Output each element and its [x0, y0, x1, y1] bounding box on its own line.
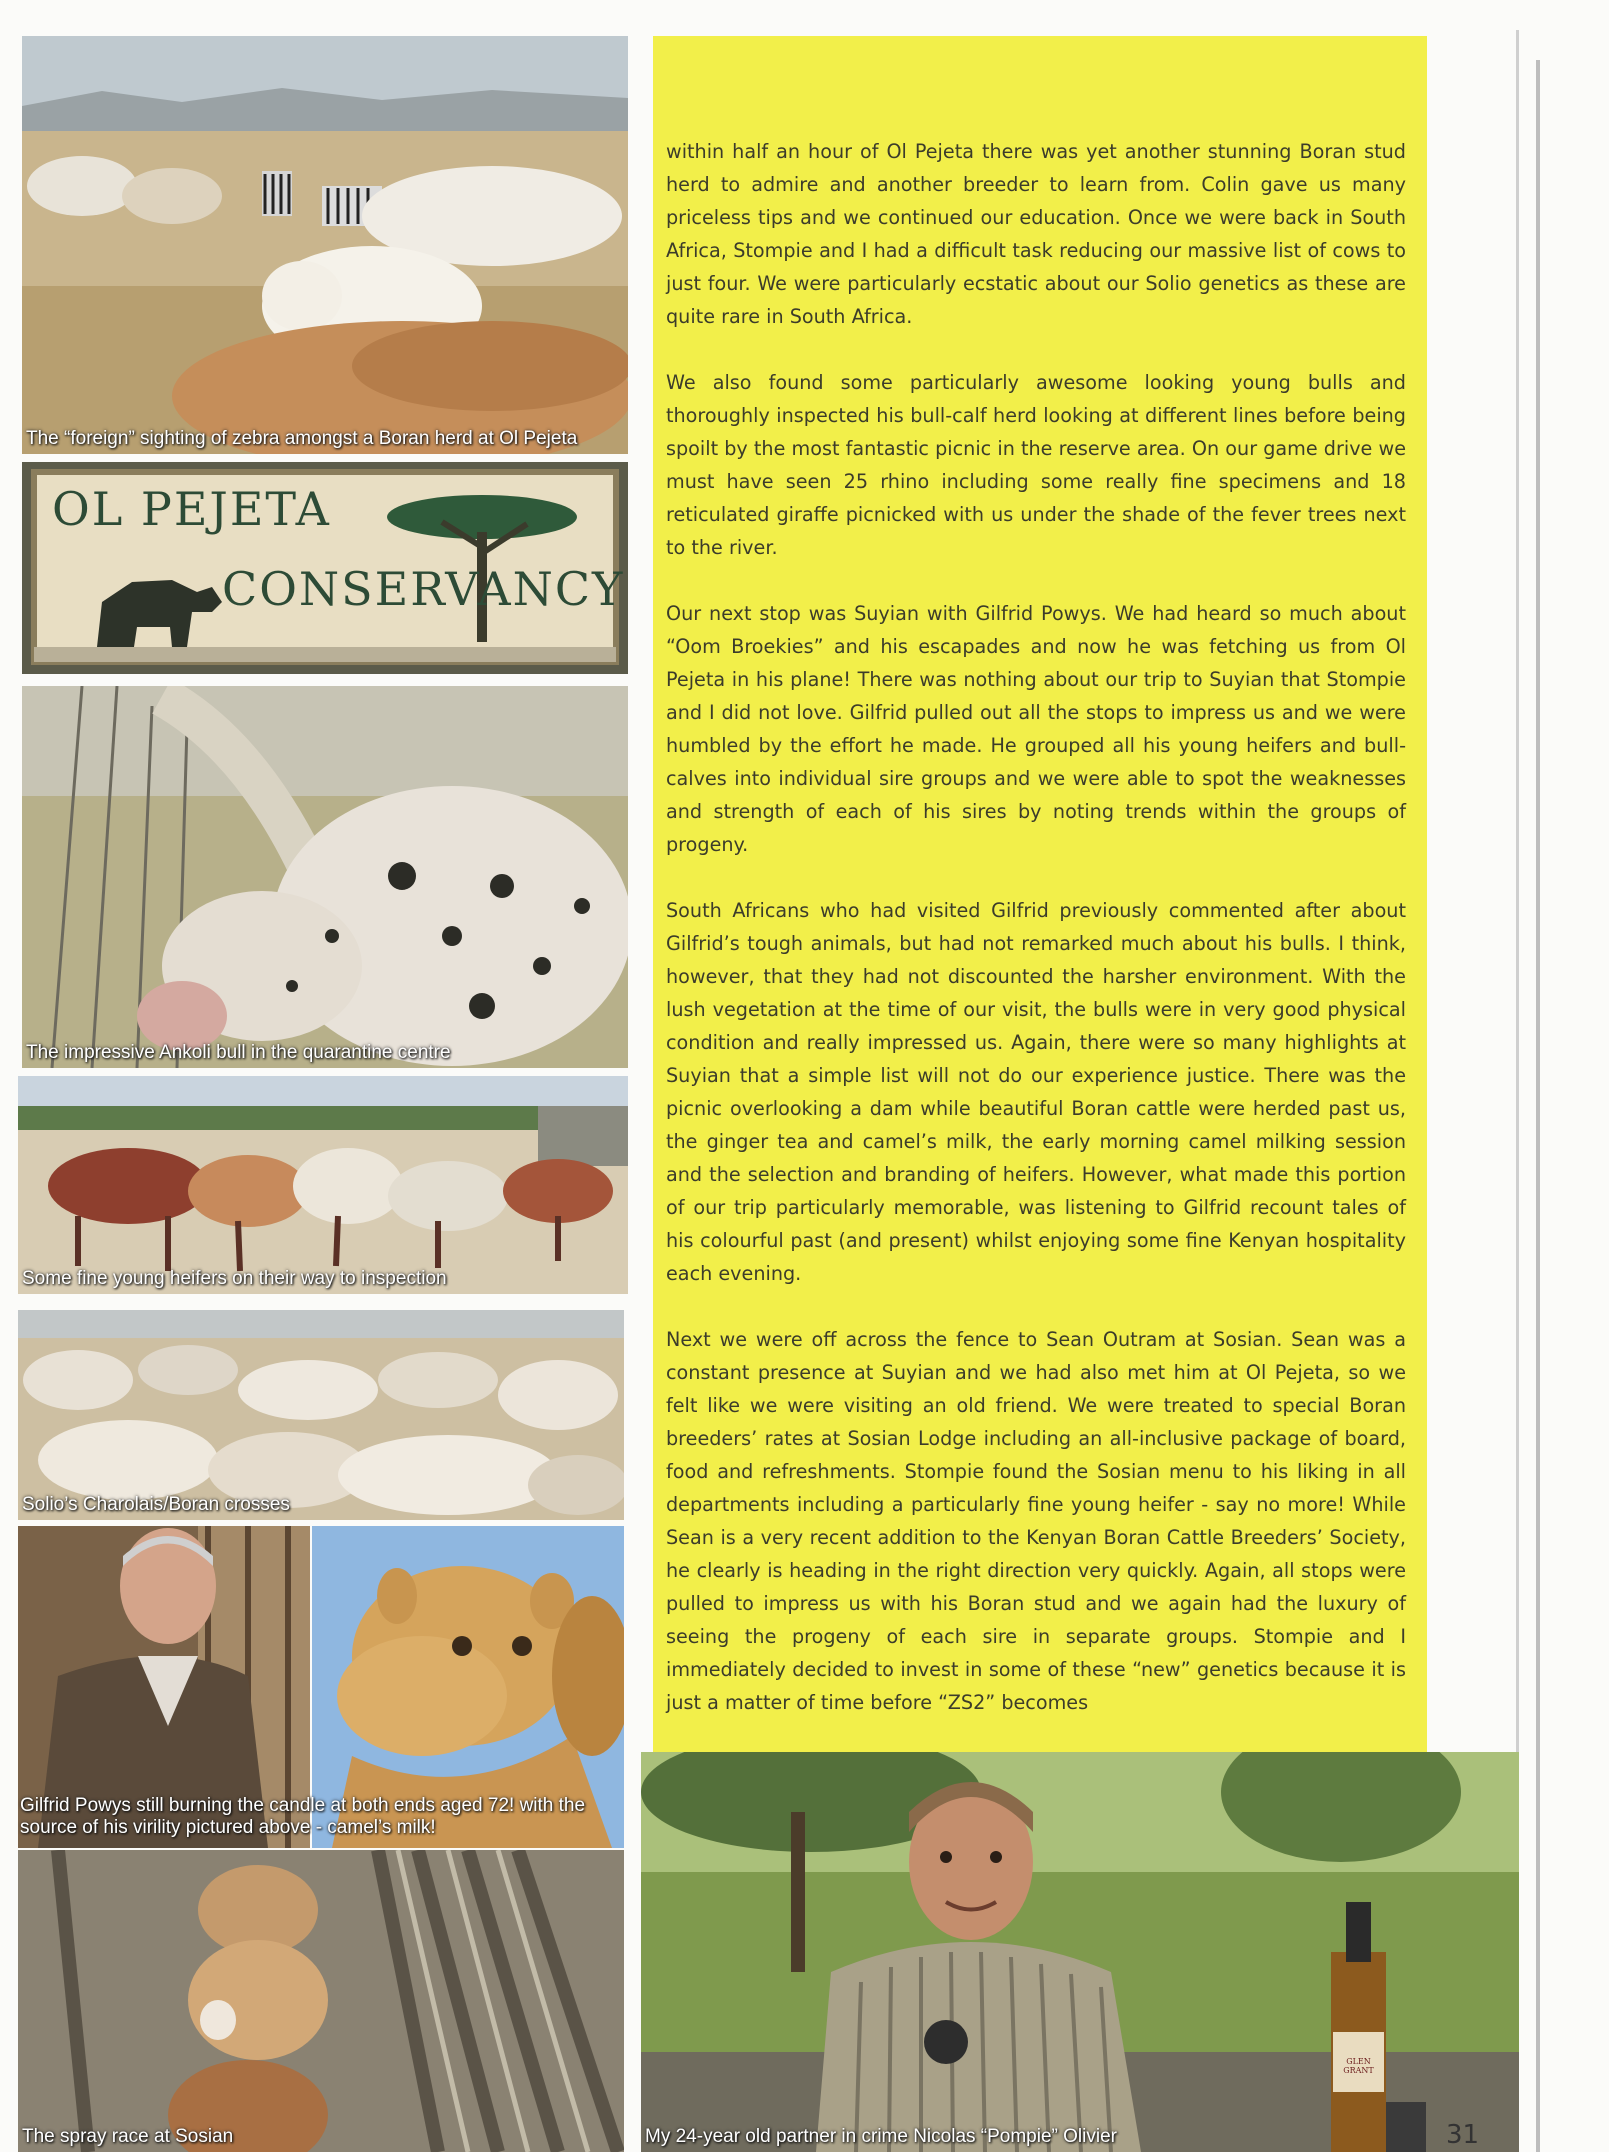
sign-line2: CONSERVANCY: [222, 562, 625, 616]
photo-zebra-boran-herd: [22, 36, 628, 454]
caption-solio: Solio’s Charolais/Boran crosses: [22, 1494, 290, 1516]
article-paragraph: We also found some particularly awesome looking young bulls and thoroughly inspected his bull-calf herd looking at different lines before being spoilt by the most fantastic picnic in the reserve area. On our game drive we must have seen 25 rhino including some really fine specimens and 18 reticulated giraffe picnicked with us under the shade of the fever trees next to the river.: [666, 371, 1406, 559]
article-body: [666, 135, 1406, 1719]
caption-ankole: The impressive Ankoli bull in the quarantine centre: [26, 1042, 451, 1064]
photo-spray-race: [18, 1850, 624, 2152]
photo-ankoli-bull: [22, 686, 628, 1068]
caption-heifers: Some fine young heifers on their way to inspection: [22, 1268, 447, 1290]
page-number: 31: [1446, 2120, 1480, 2150]
article-paragraph: Next we were off across the fence to Sean Outram at Sosian. Sean was a constant presence at Suyian and we had also met him at Ol Pejeta, so we felt like we were visiting an old friend. We were treated to special Boran breeders’ rates at Sosian Lodge including an all-inclusive package of board, food and refreshments. Stompie found the Sosian menu to his liking in all departments including a particularly fine young heifer - say no more! While Sean is a very recent addition to the Kenyan Boran Cattle Breeders’ Society, he clearly is heading in the right direction very quickly. Again, all stops were pulled to impress us with his Boran stud and we again had the luxury of seeing the progeny of each sire in separate groups. Stompie and I immediately decided to invest in some of these “new” genetics because it is just a matter of time before “ZS2” becomes: [666, 1328, 1406, 1714]
photo-ol-pejeta-sign: [22, 462, 628, 674]
caption-spray-race: The spray race at Sosian: [22, 2126, 234, 2148]
article-paragraph: within half an hour of Ol Pejeta there was yet another stunning Boran stud herd to admire and another breeder to learn from. Colin gave us many priceless tips and we continued our education. Once we were back in South Africa, Stompie and I had a difficult task reducing our massive list of cows to just four. We were particularly ecstatic about our Solio genetics as these are quite rare in South Africa.: [666, 140, 1406, 328]
article-paragraph: Our next stop was Suyian with Gilfrid Powys. We had heard so much about “Oom Broekies” and his escapades and now he was fetching us from Ol Pejeta in his plane! There was nothing about our trip to Suyian that Stompie and I did not love. Gilfrid pulled out all the stops to impress us and we were humbled by the effort he made. He grouped all his young heifers and bull-calves into individual sire groups and we were able to spot the weaknesses and strength of each of his sires by noting trends within the groups of progeny.: [666, 602, 1406, 856]
photo-solio-crosses: [18, 1310, 624, 1520]
sign-line1: OL PEJETA: [52, 482, 331, 536]
caption-partner: My 24-year old partner in crime Nicolas “Pompie” Olivier: [645, 2126, 1117, 2148]
photo-nicolas-olivier: [641, 1752, 1519, 2152]
photo-young-heifers: [18, 1076, 628, 1294]
caption-zebra: The “foreign” sighting of zebra amongst a Boran herd at Ol Pejeta: [26, 428, 578, 450]
caption-gilfrid: Gilfrid Powys still burning the candle at both ends aged 72! with the source of his virility pictured above - camel’s milk!: [20, 1795, 586, 1838]
article-paragraph: South Africans who had visited Gilfrid previously commented after about Gilfrid’s tough animals, but had not remarked much about his bulls. I think, however, that they had not discounted the harsher environment. With the lush vegetation at the time of our visit, the bulls were in very good physical condition and really impressed us. Again, there were so many highlights at Suyian that a simple list will not do our experience justice. There was the picnic overlooking a dam while beautiful Boran cattle were herded past us, the ginger tea and camel’s milk, the early morning camel milking session and the selection and branding of heifers. However, what made this portion of our trip particularly memorable, was listening to Gilfrid recount tales of his colourful past (and present) whilst enjoying some fine Kenyan hospitality each evening.: [666, 899, 1406, 1285]
bottle-label: GLEN GRANT: [1343, 2057, 1374, 2075]
page-edge: [1536, 60, 1540, 2152]
